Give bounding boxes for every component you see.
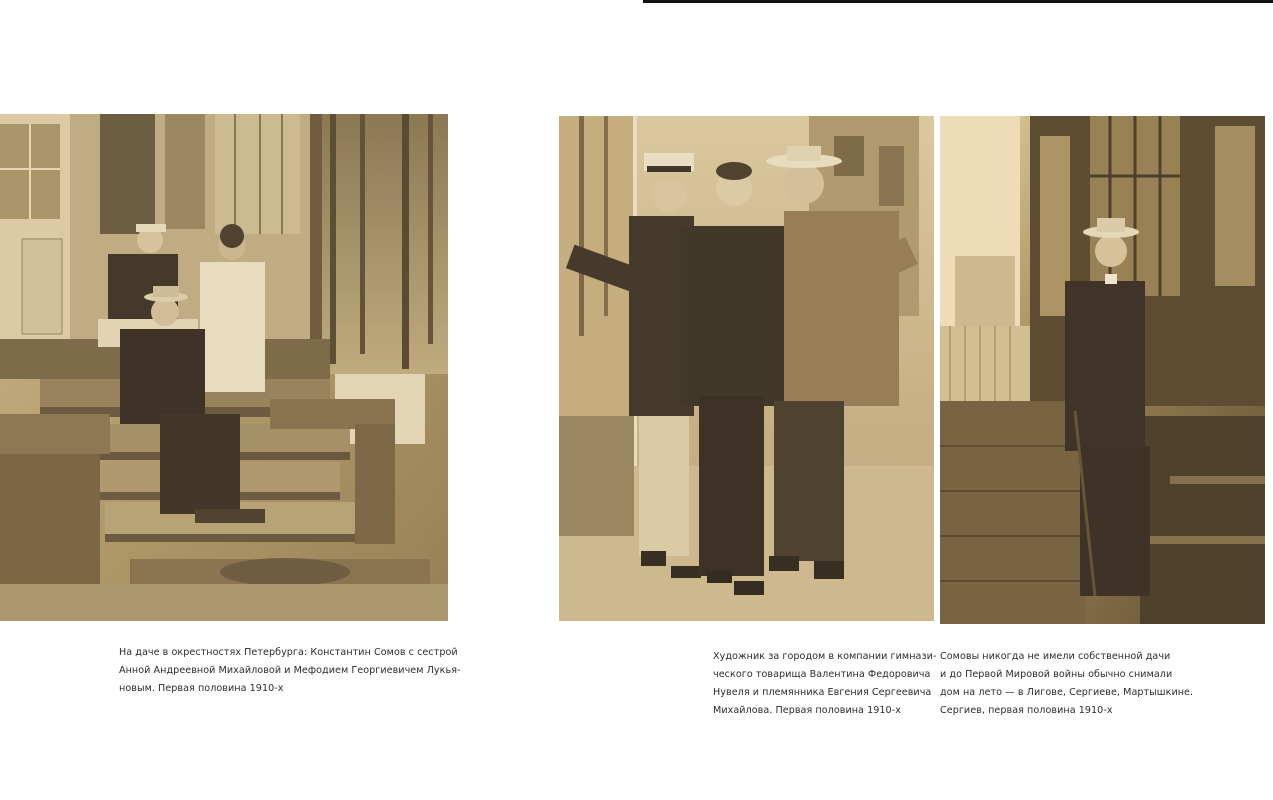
top-rule: [643, 0, 1273, 3]
photo-man-veranda: [940, 116, 1265, 624]
caption-line: Михайлова. Первая половина 1910-х: [713, 705, 901, 716]
caption-three-men: [713, 648, 937, 720]
caption-line: дом на лето — в Лигове, Сергиеве, Мартышкине.: [940, 687, 1194, 698]
caption-line: ческого товарища Валентина Федоровича: [713, 669, 931, 680]
photo-man-veranda-image: [940, 116, 1265, 624]
photo-dacha-porch-image: [0, 114, 448, 621]
caption-line: Сомовы никогда не имели собственной дачи: [940, 651, 1171, 662]
photo-three-men: [559, 116, 934, 621]
caption-line: Анной Андреевной Михайловой и Мефодием Георгиевичем Лукья-: [119, 665, 461, 676]
caption-line: Нувеля и племянника Евгения Сергеевича: [713, 687, 932, 698]
photo-three-men-image: [559, 116, 934, 621]
caption-line: На даче в окрестностях Петербурга: Константин Сомов с сестрой: [119, 647, 458, 658]
photo-dacha-porch: [0, 114, 448, 621]
caption-line: и до Первой Мировой войны обычно снимали: [940, 669, 1173, 680]
caption-line: Художник за городом в компании гимнази-: [713, 651, 937, 662]
caption-line: Сергиев, первая половина 1910-х: [940, 705, 1113, 716]
caption-line: новым. Первая половина 1910-х: [119, 683, 284, 694]
caption-dacha-porch: [119, 644, 461, 698]
caption-man-veranda: [940, 648, 1194, 720]
